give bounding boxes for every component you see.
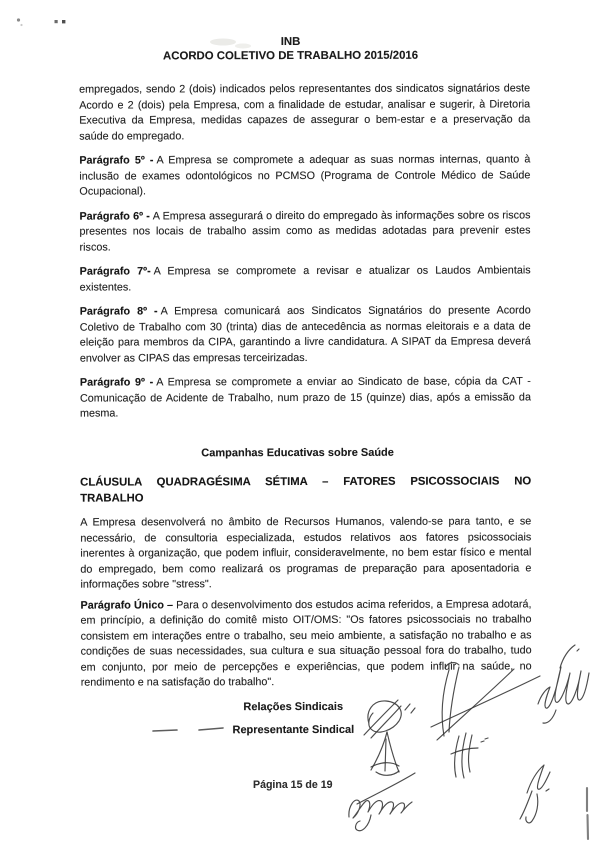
vertical-pen-mark xyxy=(587,788,588,839)
paragraph-5 xyxy=(79,152,530,200)
paragraph-6-label: Parágrafo 6º - xyxy=(79,209,150,223)
paragraph-9 xyxy=(80,374,531,422)
document-content xyxy=(79,35,532,739)
union-representative-label: Representante Sindical xyxy=(232,723,355,737)
paragraph-9-text: A Empresa se compromete a enviar ao Sindicato de base, cópia da CAT - Comunicação de Acidente de Trabalho, num prazo de 15 (quinze) dias, após a emissão da mesma. xyxy=(79,375,531,420)
union-relations-title: Relações Sindicais xyxy=(243,700,344,713)
paragraph-unico-text: Para o desenvolvimento dos estudos acima referidos, a Empresa adotará, em princípio, a definição do comitê misto OIT/OMS: "Os fatores psicossociais no trabalho consistem em interações entre o trabalho, seu meio ambiente, a satisfação no trabalho e as condições de suas necessidades, sua cultura e sua situação pessoal fora do trabalho, tudo em conjunto, por meio de percepções e experiências, que podem influir na saúde, no rendimento e na satisfação do trabalho". xyxy=(80,597,532,689)
triangle-flourish-signature xyxy=(371,732,399,775)
paragraph-unico-label: Parágrafo Único – xyxy=(80,598,174,612)
clause-heading-line1: CLÁUSULA QUADRAGÉSIMA SÉTIMA – FATORES PSICOSSOCIAIS NO xyxy=(80,475,532,489)
org-name: INB xyxy=(280,36,301,49)
paragraph-6 xyxy=(79,208,530,256)
paragraph-8-label: Parágrafo 8º - xyxy=(79,305,158,318)
paragraph-continuation: empregados, sendo 2 (dois) indicados pelos representantes dos sindicatos signatários deste Acordo e 2 (dois) pela Empresa, com a finalidade de estudar, analisar e sugerir, à Diretoria Executiva da Empresa, medidas capazes de assegurar o bem-estar e a preservação da saúde do empregado. xyxy=(79,82,531,143)
paragraph-unico xyxy=(80,597,531,691)
paragraph-7-text: A Empresa se compromete a revisar e atualizar os Laudos Ambientais existentes. xyxy=(79,264,531,294)
paragraph-7 xyxy=(80,263,531,295)
clause-heading xyxy=(80,474,531,506)
small-loop-signature xyxy=(520,765,550,823)
paragraph-6-text: A Empresa assegurará o direito do empregado às informações sobre os riscos presentes nos locais de trabalho assim como as medidas adotadas para prevenir estes riscos. xyxy=(79,208,531,254)
page-number: Página 15 de 19 xyxy=(253,779,333,791)
paragraph-7-label: Parágrafo 7º- xyxy=(79,265,151,278)
document-header xyxy=(79,35,502,63)
zigzag-scribble-signature xyxy=(538,645,589,723)
section-title: Campanhas Educativas sobre Saúde xyxy=(201,446,394,459)
cursive-flourish-signature xyxy=(349,773,415,831)
document-title: ACORDO COLETIVO DE TRABALHO 2015/2016 xyxy=(162,49,419,62)
clause-heading-line2: TRABALHO xyxy=(80,491,144,505)
paragraph-8-text: A Empresa comunicará aos Sindicatos Signatários do presente Acordo Coletivo de Trabalho com 30 (trinta) dias de antecedência as normas eleitorais e a data de eleição para membros da CIPA, garantindo a livre candidatura. A SIPAT da Empresa deverá envolver as CIPAS das empresas terceirizadas. xyxy=(79,304,531,365)
paragraph-5-text: A Empresa se compromete a adequar as suas normas internas, quanto à inclusão de exames odontológicos no PCMSO (Programa de Controle Médico de Saúde Ocupacional). xyxy=(79,153,531,198)
paragraph-8 xyxy=(80,303,531,366)
clause-body: A Empresa desenvolverá no âmbito de Recursos Humanos, valendo-se para tanto, e se necessário, de consultoria especializada, estudos relativos aos fatores psicossociais inerentes à organização, que podem influir, consideravelmente, no bem estar físico e mental do empregado, bem como realizará os programas de preparação para aposentadoria e informações sobre "stress". xyxy=(80,515,532,591)
paragraph-5-label: Parágrafo 5º - xyxy=(79,154,154,167)
paragraph-9-label: Parágrafo 9º - xyxy=(79,376,154,389)
